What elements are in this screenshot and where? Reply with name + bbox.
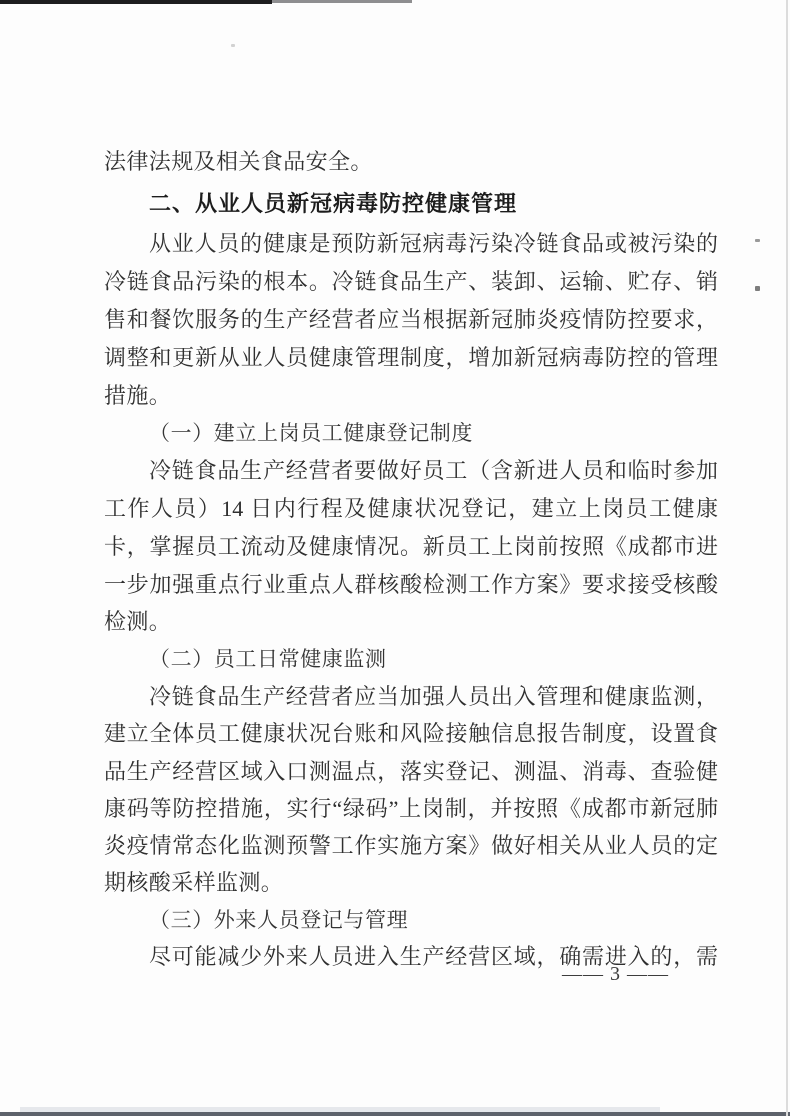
body-text-line: 检测。 xyxy=(104,609,172,634)
subsection-heading: （一）建立上岗员工健康登记制度 xyxy=(149,421,473,445)
body-text-line: 冷链食品污染的根本。冷链食品生产、装卸、运输、贮存、销 xyxy=(104,269,718,294)
scan-speck xyxy=(755,239,760,242)
scan-artifact-right-edge xyxy=(786,0,788,1116)
body-text-line: 从业人员的健康是预防新冠病毒污染冷链食品或被污染的 xyxy=(149,231,718,256)
body-text-line: 康码等防控措施，实行“绿码”上岗制，并按照《成都市新冠肺 xyxy=(104,796,718,821)
section-heading: 二、从业人员新冠病毒防控健康管理 xyxy=(149,191,518,216)
page-number: —— 3 —— xyxy=(562,963,669,985)
body-text-line: 调整和更新从业人员健康管理制度，增加新冠病毒防控的管理 xyxy=(104,345,718,370)
body-text-line: 卡，掌握员工流动及健康情况。新员工上岗前按照《成都市进 xyxy=(104,534,718,559)
subsection-heading: （三）外来人员登记与管理 xyxy=(149,908,409,932)
body-text-line: 法律法规及相关食品安全。 xyxy=(104,149,373,174)
scan-speck xyxy=(755,286,760,291)
body-text-line: 冷链食品生产经营者要做好员工（含新进人员和临时参加 xyxy=(149,458,718,483)
scan-artifact-bottom-edge xyxy=(0,1112,790,1116)
scan-speck xyxy=(231,44,235,47)
body-text-line: 建立全体员工健康状况台账和风险接触信息报告制度，设置食 xyxy=(104,721,718,746)
scan-artifact-bottom-haze xyxy=(20,1107,660,1112)
scan-artifact-top-edge-dark xyxy=(0,0,272,4)
subsection-heading: （二）员工日常健康监测 xyxy=(149,647,387,671)
body-text-line: 售和餐饮服务的生产经营者应当根据新冠肺炎疫情防控要求， xyxy=(104,307,718,332)
body-text-line: 工作人员）14 日内行程及健康状况登记，建立上岗员工健康 xyxy=(104,496,718,521)
body-text-line: 冷链食品生产经营者应当加强人员出入管理和健康监测， xyxy=(149,684,718,709)
body-text-line: 措施。 xyxy=(104,383,172,408)
body-text-line: 炎疫情常态化监测预警工作实施方案》做好相关从业人员的定 xyxy=(104,833,718,858)
body-text-line: 一步加强重点行业重点人群核酸检测工作方案》要求接受核酸 xyxy=(104,572,718,597)
body-text-line: 尽可能减少外来人员进入生产经营区域，确需进入的，需 xyxy=(149,944,718,969)
body-text-line: 期核酸采样监测。 xyxy=(104,870,284,895)
body-text-line: 品生产经营区域入口测温点，落实登记、测温、消毒、查验健 xyxy=(104,759,718,784)
scan-artifact-top-edge-gray xyxy=(272,0,412,3)
